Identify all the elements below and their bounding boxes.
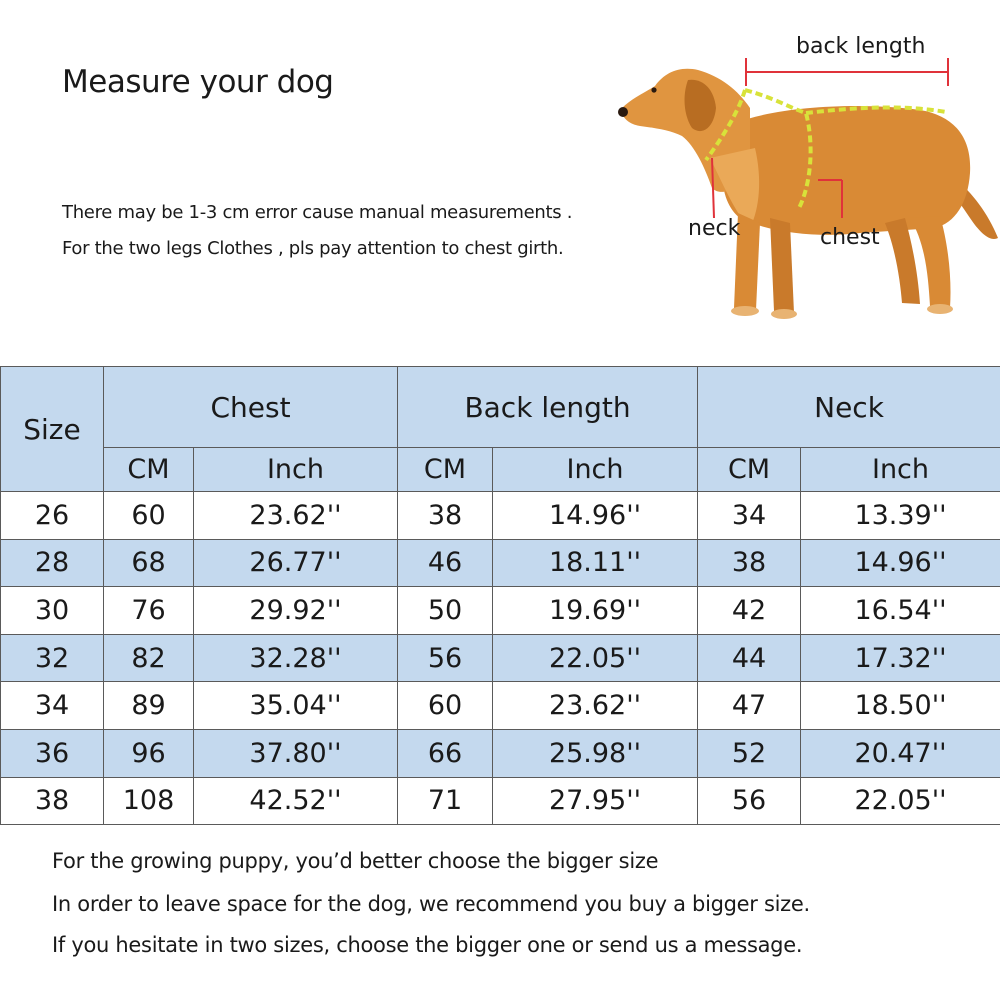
dog-body (722, 106, 970, 235)
size-cell: 38 (1, 777, 104, 825)
neck-cm-cell: 44 (698, 634, 801, 682)
back-length-cm-cell: 56 (398, 634, 493, 682)
back-length-inch-cell: 19.69'' (493, 587, 698, 635)
neck-label: neck (688, 216, 741, 241)
dog-image (610, 28, 1000, 328)
table-row (1, 634, 1000, 682)
neck-group-header: Neck (698, 367, 1000, 448)
table-row (1, 777, 1000, 825)
chest-group-header: Chest (104, 367, 398, 448)
neck-cm-header: CM (698, 448, 801, 492)
neck-cm-cell: 52 (698, 729, 801, 777)
chest-cm-cell: 96 (104, 729, 194, 777)
chest-inch-cell: 42.52'' (194, 777, 398, 825)
chest-cm-cell: 76 (104, 587, 194, 635)
chest-inch-cell: 23.62'' (194, 492, 398, 540)
chest-inch-cell: 35.04'' (194, 682, 398, 730)
size-column-header: Size (1, 367, 104, 492)
back-length-inch-cell: 25.98'' (493, 729, 698, 777)
neck-cm-cell: 42 (698, 587, 801, 635)
back-length-cm-cell: 60 (398, 682, 493, 730)
dog-paw (771, 309, 797, 319)
dog-measurement-illustration (610, 28, 1000, 328)
chest-cm-cell: 68 (104, 539, 194, 587)
chest-cm-header: CM (104, 448, 194, 492)
chest-label: chest (820, 225, 880, 250)
dog-front-leg-right (770, 218, 794, 313)
size-cell: 36 (1, 729, 104, 777)
note-chest-girth: For the two legs Clothes , pls pay attention to chest girth. (62, 238, 564, 259)
dog-back-leg-right (885, 218, 920, 304)
size-cell: 26 (1, 492, 104, 540)
table-row (1, 587, 1000, 635)
chest-inch-cell: 29.92'' (194, 587, 398, 635)
back-length-label: back length (796, 34, 926, 59)
back-length-cm-cell: 46 (398, 539, 493, 587)
neck-inch-cell: 18.50'' (801, 682, 1000, 730)
dog-nose (618, 107, 628, 117)
size-cell: 28 (1, 539, 104, 587)
back-length-group-header: Back length (398, 367, 698, 448)
neck-inch-cell: 22.05'' (801, 777, 1000, 825)
table-row (1, 492, 1000, 540)
size-chart-table (0, 366, 1000, 825)
size-cell: 34 (1, 682, 104, 730)
chest-inch-cell: 37.80'' (194, 729, 398, 777)
table-row (1, 729, 1000, 777)
back-length-inch-cell: 22.05'' (493, 634, 698, 682)
footer-note-hesitate: If you hesitate in two sizes, choose the bigger one or send us a message. (52, 933, 803, 957)
footer-note-leave-space: In order to leave space for the dog, we recommend you buy a bigger size. (52, 892, 810, 916)
neck-inch-cell: 14.96'' (801, 539, 1000, 587)
note-measurement-error: There may be 1-3 cm error cause manual measurements . (62, 202, 573, 223)
size-cell: 32 (1, 634, 104, 682)
table-row (1, 682, 1000, 730)
back-length-inch-cell: 14.96'' (493, 492, 698, 540)
back-length-cm-cell: 71 (398, 777, 493, 825)
neck-cm-cell: 56 (698, 777, 801, 825)
back-length-inch-header: Inch (493, 448, 698, 492)
table-row (1, 539, 1000, 587)
chest-inch-header: Inch (194, 448, 398, 492)
neck-inch-cell: 17.32'' (801, 634, 1000, 682)
dog-eye (651, 87, 656, 92)
dog-paw (927, 304, 953, 314)
neck-cm-cell: 38 (698, 539, 801, 587)
neck-inch-cell: 16.54'' (801, 587, 1000, 635)
neck-inch-cell: 20.47'' (801, 729, 1000, 777)
back-length-cm-cell: 38 (398, 492, 493, 540)
chest-inch-cell: 26.77'' (194, 539, 398, 587)
dog-paw (731, 306, 759, 316)
chest-inch-cell: 32.28'' (194, 634, 398, 682)
back-length-cm-header: CM (398, 448, 493, 492)
size-cell: 30 (1, 587, 104, 635)
neck-cm-cell: 34 (698, 492, 801, 540)
neck-inch-header: Inch (801, 448, 1000, 492)
chest-cm-cell: 82 (104, 634, 194, 682)
back-length-inch-cell: 23.62'' (493, 682, 698, 730)
chest-cm-cell: 89 (104, 682, 194, 730)
back-length-cm-cell: 66 (398, 729, 493, 777)
neck-inch-cell: 13.39'' (801, 492, 1000, 540)
back-length-inch-cell: 27.95'' (493, 777, 698, 825)
chest-cm-cell: 60 (104, 492, 194, 540)
chest-cm-cell: 108 (104, 777, 194, 825)
footer-note-growing-puppy: For the growing puppy, you’d better choose the bigger size (52, 849, 659, 873)
neck-cm-cell: 47 (698, 682, 801, 730)
page-title: Measure your dog (62, 64, 334, 100)
back-length-inch-cell: 18.11'' (493, 539, 698, 587)
back-length-cm-cell: 50 (398, 587, 493, 635)
